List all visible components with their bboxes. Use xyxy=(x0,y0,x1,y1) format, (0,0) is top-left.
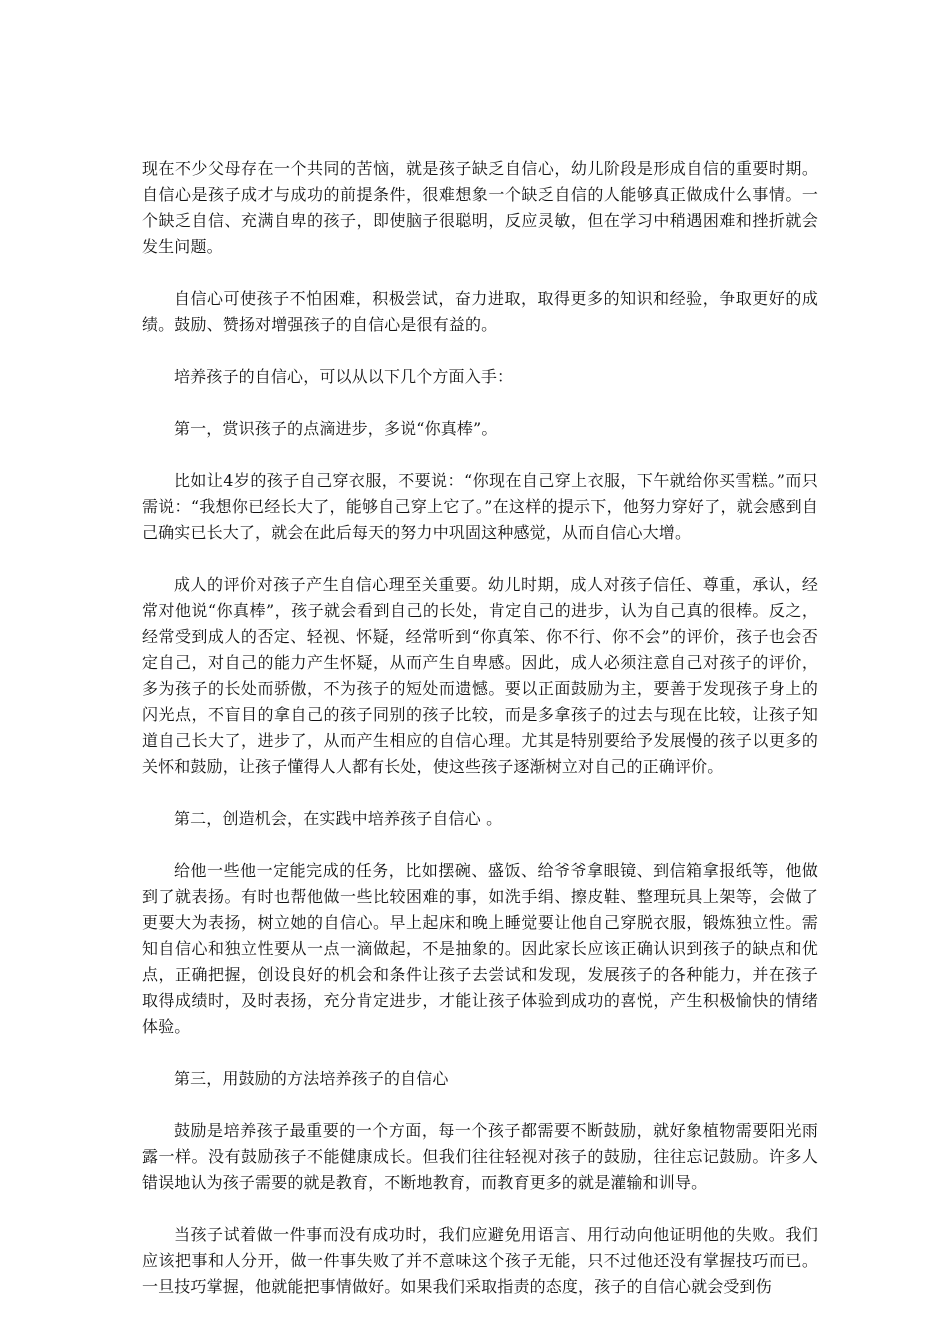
paragraph-example: 比如让4岁的孩子自己穿衣服，不要说：“你现在自己穿上衣服，下午就给你买雪糕。”而只需说：“我想你已经长大了，能够自己穿上它了。”在这样的提示下，他努力穿好了，就会感到自己确实已长大了，就会在此后每天的努力中巩固这种感觉，从而自信心大增。 xyxy=(142,471,818,542)
paragraph-overview: 培养孩子的自信心，可以从以下几个方面入手： xyxy=(174,367,514,386)
paragraph-benefits: 自信心可使孩子不怕困难，积极尝试，奋力进取，取得更多的知识和经验，争取更好的成绩。鼓励、赞扬对增强孩子的自信心是很有益的。 xyxy=(142,289,818,334)
paragraph-failure: 当孩子试着做一件事而没有成功时，我们应避免用语言、用行动向他证明他的失败。我们应该把事和人分开，做一件事失败了并不意味这个孩子无能，只不过他还没有掌握技巧而已。一旦技巧掌握，他就能把事情做好。如果我们采取指责的态度，孩子的自信心就会受到伤 xyxy=(142,1225,818,1296)
section-heading-first: 第一，赏识孩子的点滴进步，多说“你真棒”。 xyxy=(174,419,498,438)
paragraph-encouragement: 鼓励是培养孩子最重要的一个方面，每一个孩子都需要不断鼓励，就好象植物需要阳光雨露一样。没有鼓励孩子不能健康成长。但我们往往轻视对孩子的鼓励，往往忘记鼓励。许多人错误地认为孩子需要的就是教育，不断地教育，而教育更多的就是灌输和训导。 xyxy=(142,1121,818,1192)
document-page xyxy=(142,156,818,1326)
paragraph-evaluation: 成人的评价对孩子产生自信心理至关重要。幼儿时期，成人对孩子信任、尊重，承认，经常对他说“你真棒”，孩子就会看到自己的长处，肯定自己的进步，认为自己真的很棒。反之，经常受到成人的否定、轻视、怀疑，经常听到“你真笨、你不行、你不会”的评价，孩子也会否定自己，对自己的能力产生怀疑，从而产生自卑感。因此，成人必须注意自己对孩子的评价，多为孩子的长处而骄傲，不为孩子的短处而遗憾。要以正面鼓励为主，要善于发现孩子身上的闪光点，不盲目的拿自己的孩子同别的孩子比较，而是多拿孩子的过去与现在比较，让孩子知道自己长大了，进步了，从而产生相应的自信心理。尤其是特别要给予发展慢的孩子以更多的关怀和鼓励，让孩子懂得人人都有长处，使这些孩子逐渐树立对自己的正确评价。 xyxy=(142,575,818,776)
section-heading-third: 第三，用鼓励的方法培养孩子的自信心 xyxy=(174,1069,449,1088)
paragraph-tasks: 给他一些他一定能完成的任务，比如摆碗、盛饭、给爷爷拿眼镜、到信箱拿报纸等，他做到了就表扬。有时也帮他做一些比较困难的事，如洗手绢、擦皮鞋、整理玩具上架等，会做了更要大为表扬，树立她的自信心。早上起床和晚上睡觉要让他自己穿脱衣服，锻炼独立性。需知自信心和独立性要从一点一滴做起，不是抽象的。因此家长应该正确认识到孩子的缺点和优点，正确把握，创设良好的机会和条件让孩子去尝试和发现，发展孩子的各种能力，并在孩子取得成绩时，及时表扬，充分肯定进步，才能让孩子体验到成功的喜悦，产生积极愉快的情绪体验。 xyxy=(142,861,818,1036)
paragraph-intro: 现在不少父母存在一个共同的苦恼，就是孩子缺乏自信心，幼儿阶段是形成自信的重要时期。自信心是孩子成才与成功的前提条件，很难想象一个缺乏自信的人能够真正做成什么事情。一个缺乏自信、充满自卑的孩子，即使脑子很聪明，反应灵敏，但在学习中稍遇困难和挫折就会发生问题。 xyxy=(142,159,818,256)
section-heading-second: 第二，创造机会，在实践中培养孩子自信心 。 xyxy=(174,809,503,828)
